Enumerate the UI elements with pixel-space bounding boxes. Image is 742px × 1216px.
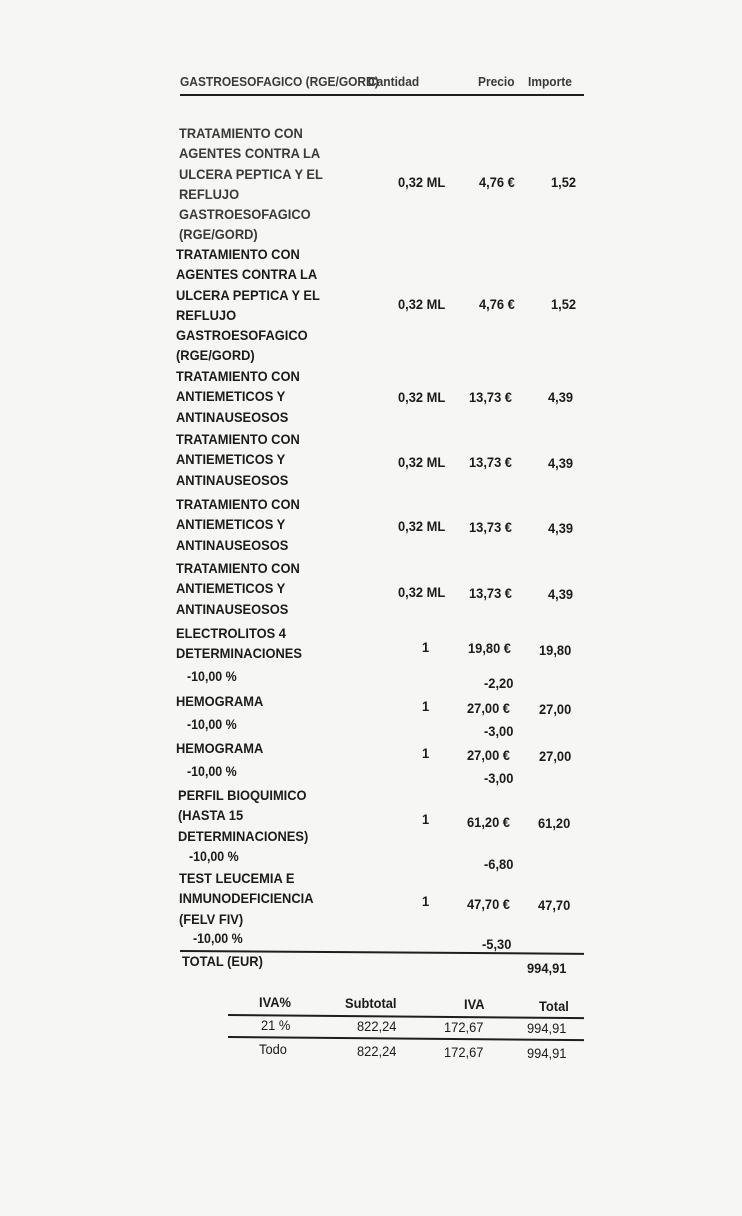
item-quantity: 1 bbox=[422, 893, 430, 909]
item-description: TRATAMIENTO CON ANTIEMETICOS Y ANTINAUSEOSOS bbox=[176, 368, 300, 425]
tax-row-subtotal: 822,24 bbox=[357, 1043, 397, 1059]
total-label: TOTAL (EUR) bbox=[182, 953, 263, 969]
item-discount-value: -2,20 bbox=[484, 675, 514, 691]
item-description: TEST LEUCEMIA E INMUNODEFICIENCIA (FELV FIV) bbox=[179, 870, 314, 927]
item-quantity: 0,32 ML bbox=[398, 454, 446, 470]
header-price: Precio bbox=[478, 74, 515, 89]
tax-row-rate: 21 % bbox=[261, 1017, 291, 1033]
item-quantity: 1 bbox=[422, 811, 430, 827]
tax-header-iva: IVA bbox=[464, 996, 485, 1012]
item-price: 61,20 € bbox=[467, 814, 510, 830]
item-quantity: 1 bbox=[422, 745, 430, 761]
item-quantity: 0,32 ML bbox=[398, 174, 446, 190]
item-quantity: 0,32 ML bbox=[398, 584, 446, 600]
item-description: HEMOGRAMA bbox=[176, 693, 264, 709]
item-quantity: 0,32 ML bbox=[398, 518, 446, 534]
item-amount: 27,00 bbox=[539, 701, 572, 717]
item-discount-label: -10,00 % bbox=[189, 849, 239, 864]
item-price: 13,73 € bbox=[469, 585, 512, 601]
item-amount: 1,52 bbox=[551, 174, 577, 190]
item-price: 4,76 € bbox=[479, 296, 515, 312]
item-discount-label: -10,00 % bbox=[187, 764, 237, 779]
item-amount: 1,52 bbox=[551, 296, 577, 312]
header-quantity: Cantidad bbox=[368, 74, 420, 89]
tax-header-total: Total bbox=[539, 998, 569, 1014]
item-price: 27,00 € bbox=[467, 700, 510, 716]
item-amount: 4,39 bbox=[548, 586, 574, 602]
item-price: 13,73 € bbox=[469, 519, 512, 535]
item-description: HEMOGRAMA bbox=[176, 740, 264, 756]
item-amount: 4,39 bbox=[548, 455, 574, 471]
tax-row-total: 994,91 bbox=[527, 1020, 567, 1036]
item-discount-value: -3,00 bbox=[484, 723, 514, 739]
item-price: 13,73 € bbox=[469, 389, 512, 405]
item-discount-label: -10,00 % bbox=[187, 669, 237, 684]
header-underline bbox=[180, 94, 584, 96]
tax-row-rate: Todo bbox=[259, 1041, 287, 1057]
item-amount: 19,80 bbox=[539, 642, 572, 658]
item-price: 47,70 € bbox=[467, 896, 510, 912]
item-discount-label: -10,00 % bbox=[193, 931, 243, 946]
tax-row-total: 994,91 bbox=[527, 1045, 567, 1061]
tax-row-subtotal: 822,24 bbox=[357, 1018, 397, 1034]
item-price: 13,73 € bbox=[469, 454, 512, 470]
tax-header-iva-percent: IVA% bbox=[259, 994, 291, 1010]
item-description: TRATAMIENTO CON ANTIEMETICOS Y ANTINAUSEOSOS bbox=[176, 560, 300, 617]
item-quantity: 1 bbox=[422, 639, 430, 655]
item-price: 19,80 € bbox=[468, 640, 511, 656]
item-description: TRATAMIENTO CON ANTIEMETICOS Y ANTINAUSEOSOS bbox=[176, 496, 300, 553]
item-discount-value: -6,80 bbox=[484, 856, 514, 872]
tax-row-iva: 172,67 bbox=[444, 1019, 484, 1035]
header-amount: Importe bbox=[528, 74, 572, 89]
item-amount: 4,39 bbox=[548, 389, 574, 405]
item-amount: 27,00 bbox=[539, 748, 572, 764]
item-amount: 4,39 bbox=[548, 520, 574, 536]
item-quantity: 0,32 ML bbox=[398, 296, 446, 312]
item-quantity: 0,32 ML bbox=[398, 389, 446, 405]
item-amount: 47,70 bbox=[538, 897, 571, 913]
item-price: 4,76 € bbox=[479, 174, 515, 190]
item-description: TRATAMIENTO CON AGENTES CONTRA LA ULCERA PEPTICA Y EL REFLUJO GASTROESOFAGICO (RGE/GORD) bbox=[179, 125, 323, 243]
item-description: TRATAMIENTO CON ANTIEMETICOS Y ANTINAUSEOSOS bbox=[176, 431, 300, 488]
item-description: TRATAMIENTO CON AGENTES CONTRA LA ULCERA PEPTICA Y EL REFLUJO GASTROESOFAGICO (RGE/GORD) bbox=[176, 246, 320, 364]
tax-header-subtotal: Subtotal bbox=[345, 995, 397, 1011]
item-discount-value: -5,30 bbox=[482, 936, 512, 952]
item-discount-value: -3,00 bbox=[484, 770, 514, 786]
item-discount-label: -10,00 % bbox=[187, 717, 237, 732]
item-quantity: 1 bbox=[422, 698, 430, 714]
item-description: ELECTROLITOS 4 DETERMINACIONES bbox=[176, 625, 302, 662]
item-price: 27,00 € bbox=[467, 747, 510, 763]
tax-row-iva: 172,67 bbox=[444, 1044, 484, 1060]
total-value: 994,91 bbox=[527, 960, 567, 976]
header-description: GASTROESOFAGICO (RGE/GORD) bbox=[180, 74, 379, 89]
item-amount: 61,20 bbox=[538, 815, 571, 831]
item-description: PERFIL BIOQUIMICO (HASTA 15 DETERMINACIONES) bbox=[178, 787, 309, 844]
